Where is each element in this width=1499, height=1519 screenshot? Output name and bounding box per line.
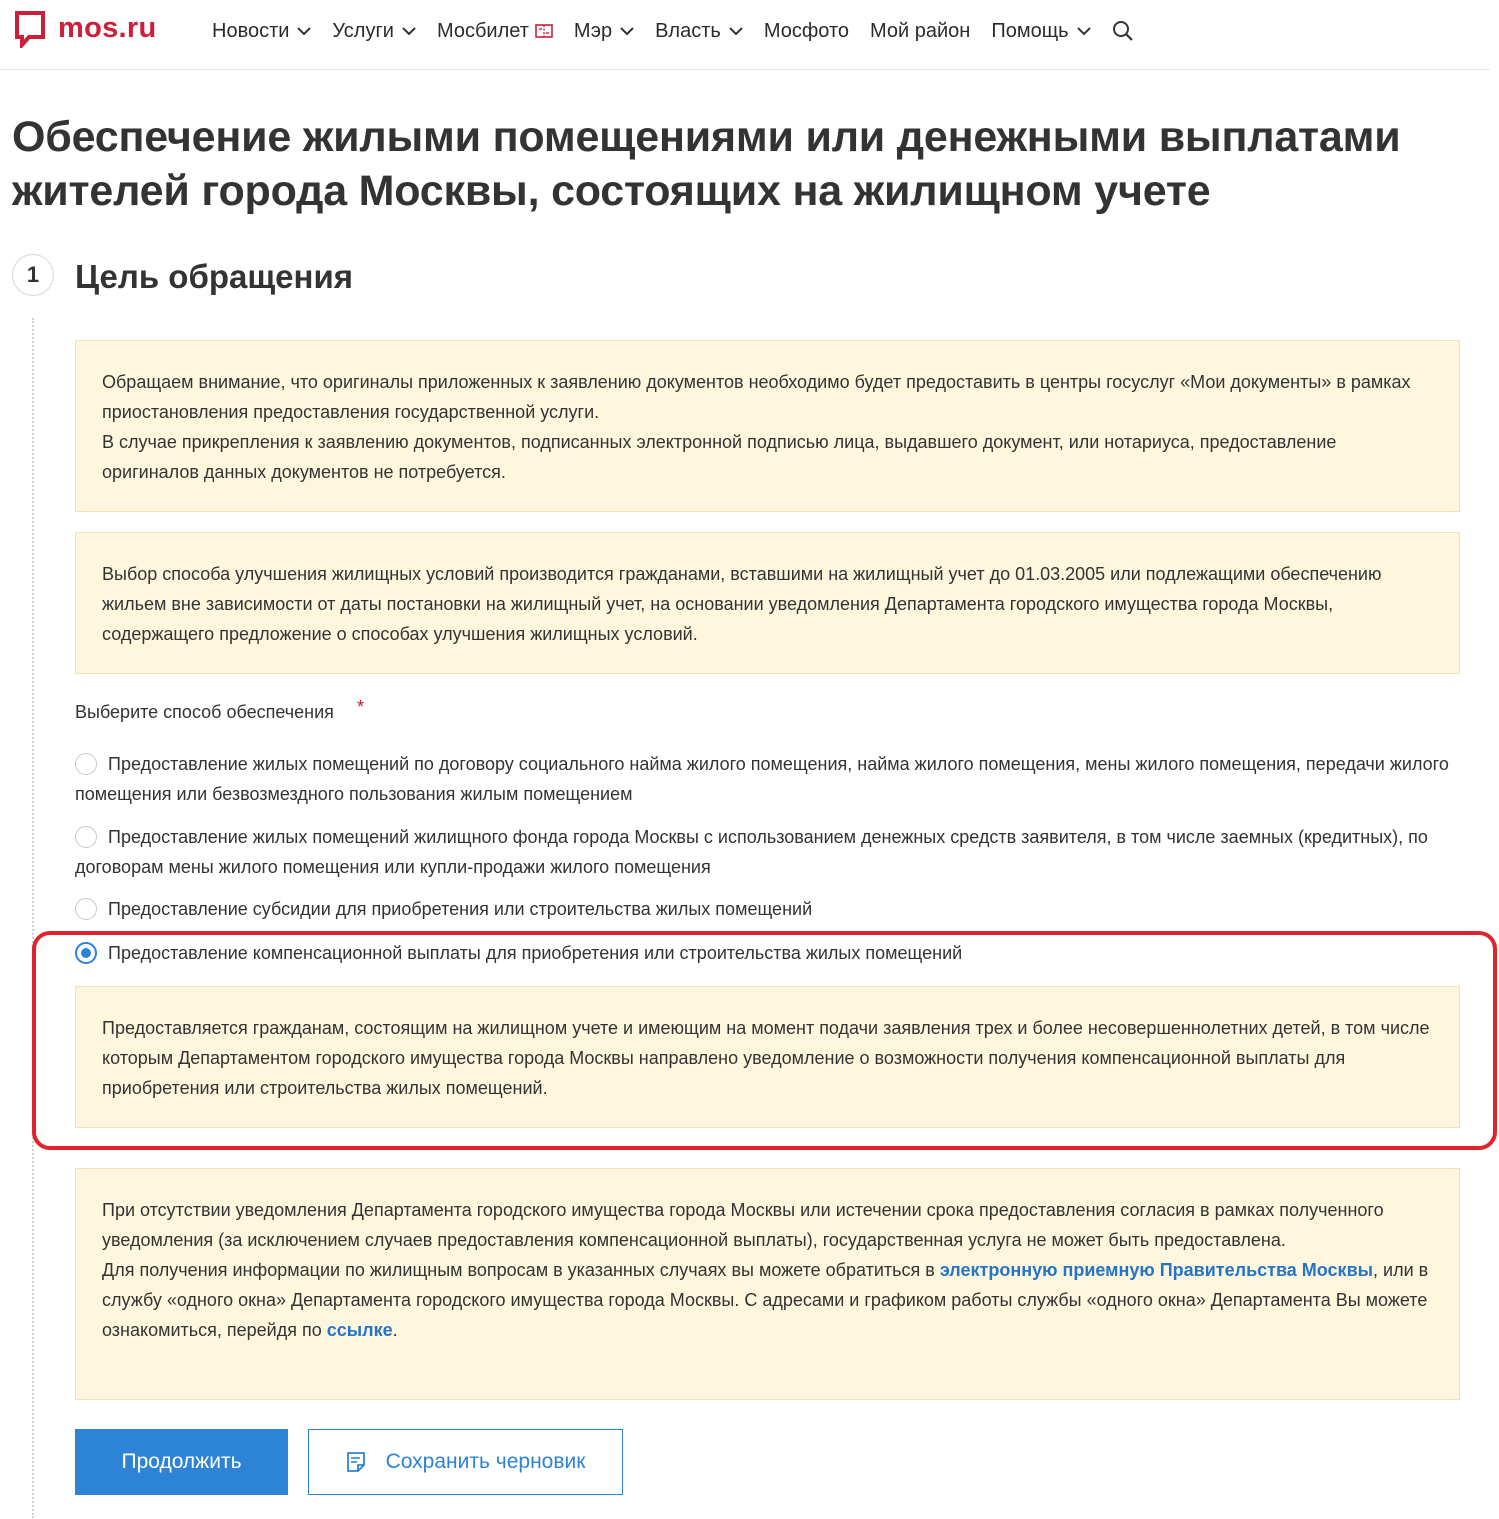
main-nav xyxy=(212,17,1134,45)
radio-button[interactable] xyxy=(75,898,97,920)
note-text-fragment: Для получения информации по жилищным вопросам в указанных случаях вы можете обратиться в xyxy=(102,1260,940,1280)
nav-item-mosbilet[interactable] xyxy=(437,17,553,45)
nav-item-label: Услуги xyxy=(332,19,394,42)
page-title-line: Обеспечение жилыми помещениями или денежными выплатами xyxy=(12,113,1401,161)
info-note-originals xyxy=(75,340,1460,512)
radio-button-selected[interactable] xyxy=(75,942,97,964)
note-text: Обращаем внимание, что оригиналы приложенных к заявлению документов необходимо будет предоставить в центры госуслуг «Мои документы» в рамках приостановления предоставления государственной услуги. xyxy=(102,372,1411,422)
site-header xyxy=(0,0,1490,70)
nav-item-government[interactable] xyxy=(655,17,743,45)
radio-button[interactable] xyxy=(75,826,97,848)
radio-option-label: Предоставление субсидии для приобретения или строительства жилых помещений xyxy=(108,899,813,919)
radio-option-label: Предоставление компенсационной выплаты для приобретения или строительства жилых помещений xyxy=(108,943,963,963)
nav-item-my-district[interactable] xyxy=(870,17,970,45)
info-note-compensation xyxy=(75,986,1460,1128)
mos-logo-icon xyxy=(14,10,46,48)
nav-item-label: Новости xyxy=(212,19,290,42)
logo-text: mos.ru xyxy=(58,11,157,44)
note-text: При отсутствии уведомления Департамента городского имущества города Москвы или истечении срока предоставления согласия в рамках полученного уведомления (за исключением случаев предоставления компенсационной выплаты), государственная услуга не может быть предоставлена. xyxy=(102,1200,1384,1250)
radio-option-social-rent[interactable] xyxy=(75,749,1465,809)
nav-item-label: Власть xyxy=(655,19,721,42)
nav-item-mosfoto[interactable] xyxy=(764,17,849,45)
note-text-fragment: . xyxy=(392,1320,398,1340)
save-draft-label: Сохранить черновик xyxy=(385,1450,586,1473)
note-text: В случае прикрепления к заявлению документов, подписанных электронной подписью лица, выдавшего документ, или нотариуса, предоставление оригиналов данных документов не потребуется. xyxy=(102,432,1337,482)
link-one-window[interactable]: ссылке xyxy=(326,1320,393,1340)
radio-option-compensation[interactable] xyxy=(75,938,1465,968)
nav-item-news[interactable] xyxy=(212,17,311,45)
note-text: Выбор способа улучшения жилищных условий производится гражданами, вставшими на жилищный учет до 01.03.2005 или подлежащими обеспечению жильем вне зависимости от даты постановки на жилищный учет, на основании уведомления Департамента городского имущества города Москвы, содержащего предложение о способах улучшения жилищных условий. xyxy=(102,564,1382,644)
chevron-down-icon xyxy=(402,26,416,36)
radio-button[interactable] xyxy=(75,753,97,775)
chevron-down-icon xyxy=(297,26,311,36)
logo[interactable] xyxy=(14,10,157,48)
page-title xyxy=(12,110,1412,218)
info-note-choice xyxy=(75,532,1460,674)
nav-item-label: Мой район xyxy=(870,19,971,42)
draft-document-icon xyxy=(346,1451,366,1473)
nav-item-label: Помощь xyxy=(991,19,1069,42)
radio-option-label: Предоставление жилых помещений по договору социального найма жилого помещения, найма жилого помещения, мены жилого помещения, передачи жилого помещения или безвозмездного пользования жилым помещением xyxy=(75,754,1449,804)
save-draft-button[interactable] xyxy=(308,1429,623,1495)
step-number-badge: 1 xyxy=(12,254,54,296)
chevron-down-icon xyxy=(729,26,743,36)
chevron-down-icon xyxy=(1077,26,1091,36)
note-text-fragment: , или в службу «одного окна» Департамента городского имущества города Москвы. С адресами и графиком работы службы «одного окна» Департамента Вы можете ознакомиться, перейдя по xyxy=(102,1260,1429,1340)
nav-item-label: Мосфото xyxy=(763,19,850,42)
nav-item-label: Мосбилет xyxy=(436,19,529,42)
note-text xyxy=(102,1255,1433,1345)
note-text: Предоставляется гражданам, состоящим на жилищном учете и имеющим на момент подачи заявления трех и более несовершеннолетних детей, в том числе которым Департаментом городского имущества города Москвы направлено уведомление о возможности получения компенсационной выплаты для приобретения или строительства жилых помещений. xyxy=(102,1018,1430,1098)
step-title: Цель обращения xyxy=(75,258,354,295)
info-note-no-notification xyxy=(75,1168,1460,1400)
radio-option-subsidy[interactable] xyxy=(75,894,1465,924)
continue-button[interactable]: Продолжить xyxy=(75,1429,288,1495)
link-e-reception[interactable]: электронную приемную Правительства Москвы xyxy=(939,1260,1374,1280)
nav-item-services[interactable] xyxy=(332,17,416,45)
step-progress-line xyxy=(32,318,34,1518)
required-mark: * xyxy=(357,697,365,717)
field-label-provision-method: Выберите способ обеспечения xyxy=(75,702,334,722)
ticket-icon xyxy=(535,24,553,38)
search-icon[interactable] xyxy=(1112,20,1134,42)
nav-item-help[interactable] xyxy=(991,17,1090,45)
nav-item-mayor[interactable] xyxy=(574,17,634,45)
page-title-line: жителей города Москвы, состоящих на жилищном учете xyxy=(12,167,1211,215)
nav-item-label: Мэр xyxy=(573,19,613,42)
radio-option-label: Предоставление жилых помещений жилищного фонда города Москвы с использованием денежных средств заявителя, в том числе заемных (кредитных), по договорам мены жилого помещения или купли-продажи жилого помещения xyxy=(75,827,1428,877)
radio-option-own-funds[interactable] xyxy=(75,822,1465,882)
chevron-down-icon xyxy=(620,26,634,36)
